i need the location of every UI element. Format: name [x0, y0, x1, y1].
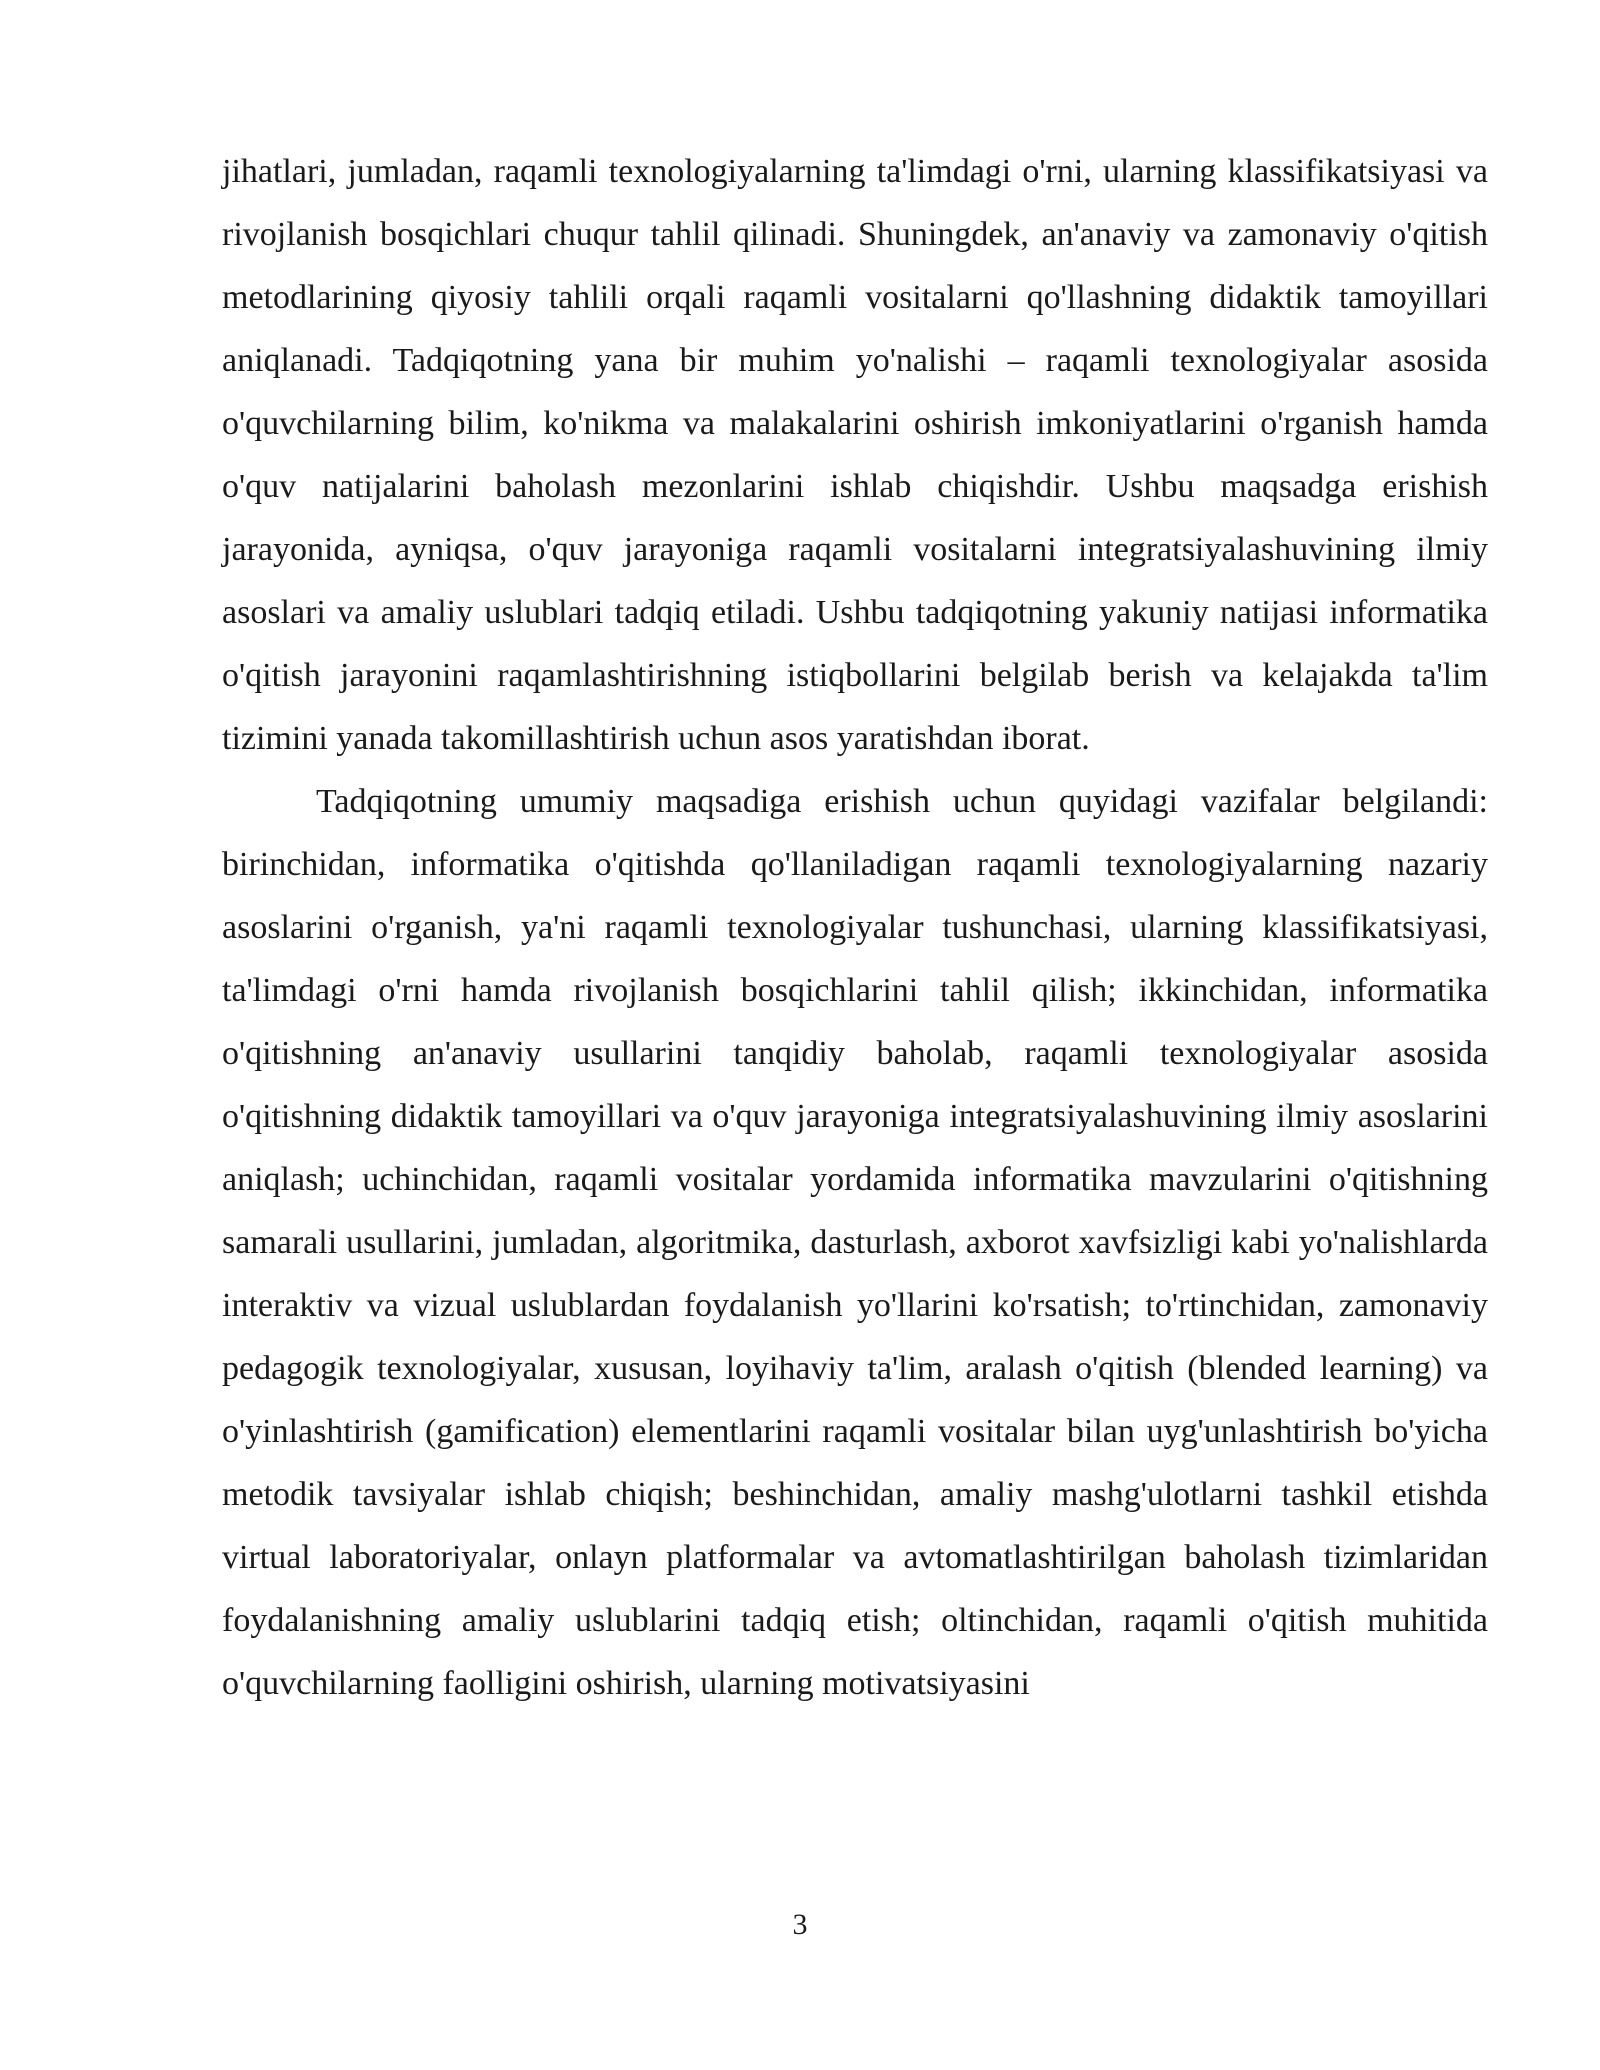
- page-number: 3: [792, 1908, 808, 1941]
- paragraph-1: jihatlari, jumladan, raqamli texnologiyalarning ta'limdagi o'rni, ularning klassifikatsiyasi va rivojlanish bosqichlari chuqur tahlil qilinadi. Shuningdek, an'anaviy va zamonaviy o'qitish metodlarining qiyosiy tahlili orqali raqamli vositalarni qo'llashning didaktik tamoyillari aniqlanadi. Tadqiqotning yana bir muhim yo'nalishi – raqamli texnologiyalar asosida o'quvchilarning bilim, ko'nikma va malakalarini oshirish imkoniyatlarini o'rganish hamda o'quv natijalarini baholash mezonlarini ishlab chiqishdir. Ushbu maqsadga erishish jarayonida, ayniqsa, o'quv jarayoniga raqamli vositalarni integratsiyalashuvining ilmiy asoslari va amaliy uslublari tadqiq etiladi. Ushbu tadqiqotning yakuniy natijasi informatika o'qitish jarayonini raqamlashtirishning istiqbollarini belgilab berish va kelajakda ta'lim tizimini yanada takomillashtirish uchun asos yaratishdan iborat.: [222, 153, 1488, 757]
- body-text: [222, 140, 1488, 1715]
- paragraph-2: Tadqiqotning umumiy maqsadiga erishish uchun quyidagi vazifalar belgilandi: birinchidan, informatika o'qitishda qo'llaniladigan raqamli texnologiyalarning nazariy asoslarini o'rganish, ya'ni raqamli texnologiyalar tushunchasi, ularning klassifikatsiyasi, ta'limdagi o'rni hamda rivojlanish bosqichlarini tahlil qilish; ikkinchidan, informatika o'qitishning an'anaviy usullarini tanqidiy baholab, raqamli texnologiyalar asosida o'qitishning didaktik tamoyillari va o'quv jarayoniga integratsiyalashuvining ilmiy asoslarini aniqlash; uchinchidan, raqamli vositalar yordamida informatika mavzularini o'qitishning samarali usullarini, jumladan, algoritmika, dasturlash, axborot xavfsizligi kabi yo'nalishlarda interaktiv va vizual uslublardan foydalanish yo'llarini ko'rsatish; to'rtinchidan, zamonaviy pedagogik texnologiyalar, xususan, loyihaviy ta'lim, aralash o'qitish (blended learning) va o'yinlashtirish (gamification) elementlarini raqamli vositalar bilan uyg'unlashtirish bo'yicha metodik tavsiyalar ishlab chiqish; beshinchidan, amaliy mashg'ulotlarni tashkil etishda virtual laboratoriyalar, onlayn platformalar va avtomatlashtirilgan baholash tizimlaridan foydalanishning amaliy uslublarini tadqiq etish; oltinchidan, raqamli o'qitish muhitida o'quvchilarning faolligini oshirish, ularning motivatsiyasini: [222, 783, 1488, 1702]
